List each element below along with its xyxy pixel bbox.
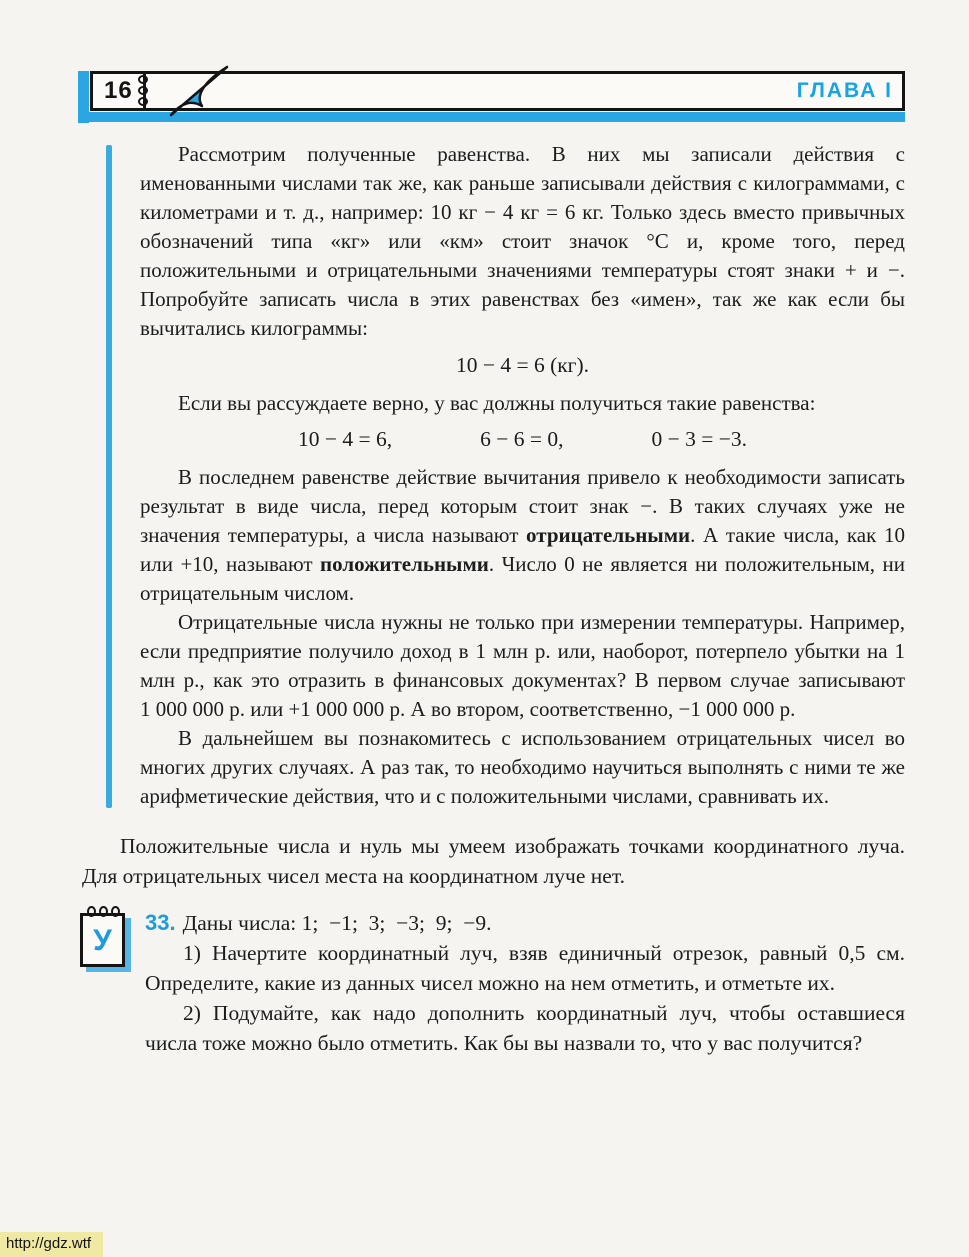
page-header [78, 71, 905, 122]
notepad-ring-icon [87, 906, 96, 917]
paragraph-definition: В последнем равенстве действие вычитания привело к необходимости записать результат в виде числа, перед которым стоит знак −. В таких случаях уже не значения температуры, а числа называют отрицательными. А такие числа, как 10 или +10, называют положительными. Число 0 не является ни положительным, ни отрицательным числом. [140, 465, 906, 605]
term-positive: положительными [320, 552, 489, 576]
note-block [106, 140, 905, 811]
exercise-given: 33. Даны числа: 1; −1; 3; −3; 9; −9. [145, 910, 492, 935]
paragraph-finance: Отрицательные числа нужны не только при измерении температуры. Например, если предприятие получило доход в 1 млн р. или, наоборот, потерпело убытки на 1 млн р., как это отразить в финансовых документах? В первом случае записывают 1 000 000 р. или +1 000 000 р. А во втором, соответственно, −1 000 000 р. [140, 610, 905, 721]
notepad-ring-icon [99, 906, 108, 917]
equation-kg: 10 − 4 = 6 (кг). [455, 353, 590, 377]
equation-3: 0 − 3 = −3. [651, 427, 748, 451]
exercise-item-2: 2) Подумайте, как надо дополнить координатный луч, чтобы оставшиеся числа тоже можно было отметить. Как бы вы назвали то, что у вас получится? [145, 1001, 905, 1055]
chapter-label: ГЛАВА I [796, 79, 893, 102]
header-box [90, 71, 905, 111]
intro-paragraph: Положительные числа и нуль мы умеем изображать точками координатного луча. Для отрицательных чисел места на координатном луче нет. [82, 834, 905, 888]
equation-1: 10 − 4 = 6, [297, 427, 393, 451]
paragraph-future: В дальнейшем вы познакомитесь с использованием отрицательных чисел во многих других случаях. А раз так, то необходимо научиться выполнять с ними те же арифметические действия, что и с положительными числами, сравнивать их. [140, 726, 905, 808]
header-accent-strip [78, 71, 89, 123]
term-negative: отрицательными [526, 523, 691, 547]
spiral-binding-icon [143, 74, 146, 108]
exercise-body [145, 908, 905, 1058]
exercise-number: 33. [145, 910, 176, 935]
notepad-icon [80, 913, 125, 967]
page-curl-icon [161, 65, 233, 118]
exercise-item-1: 1) Начертите координатный луч, взяв единичный отрезок, равный 0,5 см. Определите, какие из данных чисел можно на нем отметить, и отметьте их. [145, 941, 905, 995]
page-number: 16 [104, 77, 133, 104]
paragraph-equalities: Рассмотрим полученные равенства. В них мы записали действия с именованными числами так же, как раньше записывали действия с килограммами, с километрами и т. д., например: 10 кг − 4 кг = 6 кг. Только здесь вместо привычных обозначений типа «кг» или «км» стоит значок °С и, кроме того, перед положительными и отрицательными значениями температуры стоят знаки + и −. Попробуйте записать числа в этих равенствах без «имен», так же как если бы вычитались килограммы: [140, 142, 905, 340]
notepad-ring-icon [111, 906, 120, 917]
oral-task-letter: У [93, 923, 112, 957]
equation-2: 6 − 6 = 0, [480, 427, 564, 451]
watermark-url: http://gdz.wtf [0, 1232, 103, 1257]
equation-row [140, 427, 905, 452]
note-vertical-rule [106, 145, 112, 808]
exercise-33 [80, 908, 905, 1058]
paragraph-check: Если вы рассуждаете верно, у вас должны получиться такие равенства: [178, 391, 816, 415]
